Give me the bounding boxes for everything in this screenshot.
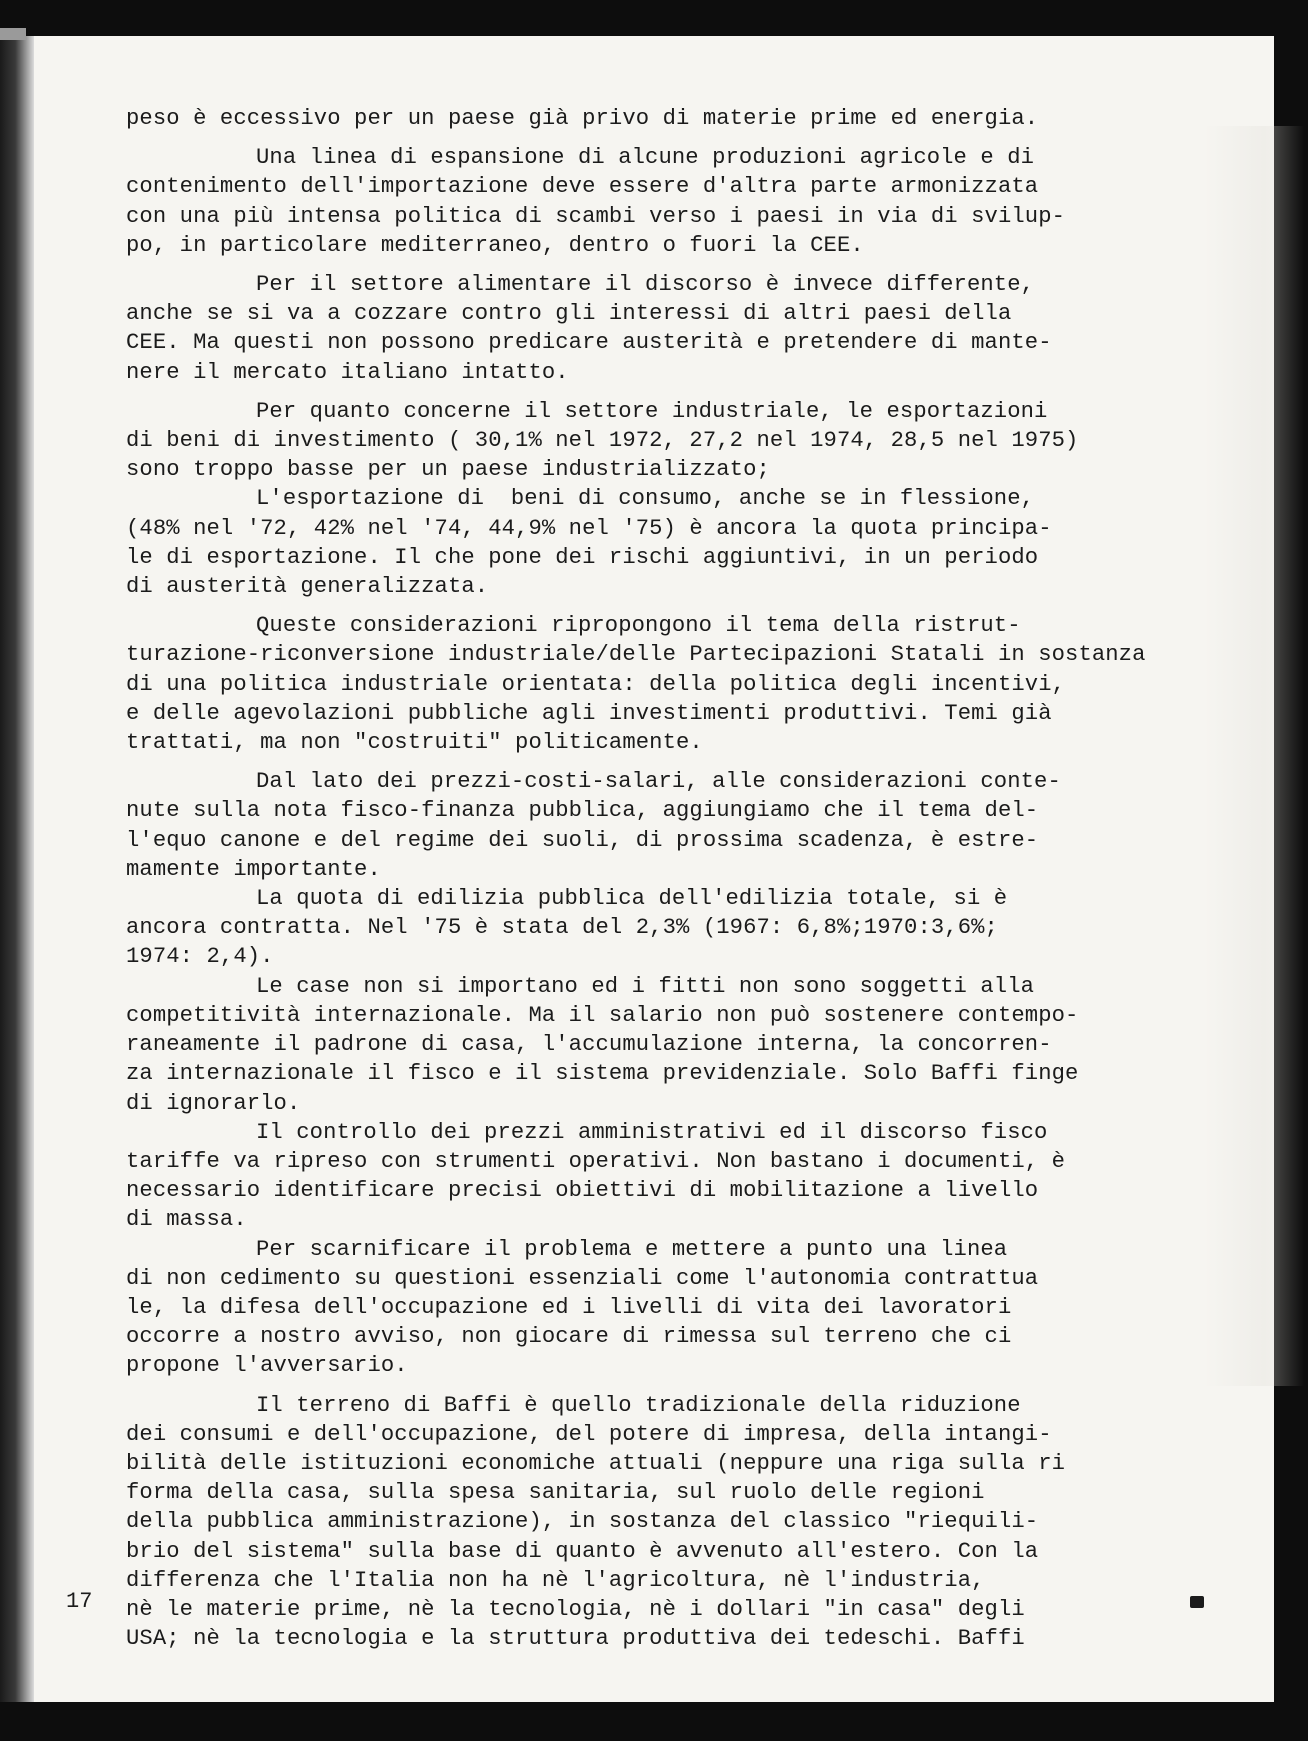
text-line: za internazionale il fisco e il sistema previdenziale. Solo Baffi finge (126, 1061, 1079, 1087)
paragraph-gap (126, 260, 1166, 270)
paragraph (126, 104, 1166, 133)
paragraph-gap (126, 757, 1166, 767)
text-line: di non cedimento su questioni essenziali come l'autonomia contrattua (126, 1265, 1039, 1291)
text-line: di ignorarlo. (126, 1090, 301, 1116)
paragraph (126, 611, 1166, 757)
text-line: occorre a nostro avviso, non giocare di rimessa sul terreno che ci (126, 1324, 1012, 1350)
text-line: nute sulla nota fisco-finanza pubblica, aggiungiamo che il tema del- (126, 798, 1039, 824)
text-line: (48% nel '72, 42% nel '74, 44,9% nel '75) è ancora la quota principa- (126, 515, 1052, 541)
text-line: dei consumi e dell'occupazione, del potere di impresa, della intangi- (126, 1421, 1052, 1447)
text-line: L'esportazione di beni di consumo, anche se in flessione, (256, 486, 1035, 512)
text-line: nè le materie prime, nè la tecnologia, nè i dollari "in casa" degli (126, 1596, 1025, 1622)
text-line: nere il mercato italiano intatto. (126, 359, 569, 385)
paragraph-gap (126, 1381, 1166, 1391)
paragraph (126, 884, 1166, 972)
text-line: sono troppo basse per un paese industrializzato; (126, 457, 770, 483)
text-line: Per il settore alimentare il discorso è invece differente, (256, 272, 1035, 298)
text-line: della pubblica amministrazione), in sostanza del classico "riequili- (126, 1509, 1039, 1535)
page-number: 17 (66, 1589, 93, 1614)
text-line: Il controllo dei prezzi amministrativi ed il discorso fisco (256, 1119, 1048, 1145)
text-line: mamente importante. (126, 856, 381, 882)
text-line: di beni di investimento ( 30,1% nel 1972, 27,2 nel 1974, 28,5 nel 1975) (126, 428, 1079, 454)
text-line: Le case non si importano ed i fitti non sono soggetti alla (256, 973, 1035, 999)
text-line: Per quanto concerne il settore industriale, le esportazioni (256, 398, 1048, 424)
text-line: le di esportazione. Il che pone dei rischi aggiuntivi, in un periodo (126, 544, 1039, 570)
text-line: turazione-riconversione industriale/delle Partecipazioni Statali in sostanza (126, 642, 1146, 668)
text-line: Dal lato dei prezzi-costi-salari, alle considerazioni conte- (256, 769, 1061, 795)
typed-text-body (126, 104, 1166, 1653)
bleed-through-shadow (1204, 126, 1304, 1386)
corner-ink-mark (1190, 1596, 1204, 1608)
binding-edge (0, 36, 34, 1702)
text-line: l'equo canone e del regime dei suoli, di prossima scadenza, è estre- (126, 827, 1039, 853)
text-line: con una più intensa politica di scambi verso i paesi in via di svilup- (126, 203, 1066, 229)
paragraph (126, 1391, 1166, 1654)
text-line: contenimento dell'importazione deve essere d'altra parte armonizzata (126, 174, 1039, 200)
text-line: differenza che l'Italia non ha nè l'agricoltura, nè l'industria, (126, 1567, 985, 1593)
text-line: propone l'avversario. (126, 1353, 408, 1379)
text-line: di una politica industriale orientata: della politica degli incentivi, (126, 671, 1066, 697)
paragraph (126, 1235, 1166, 1381)
text-line: Una linea di espansione di alcune produzioni agricole e di (256, 145, 1035, 171)
staple-mark (0, 28, 26, 40)
paragraph-gap (126, 133, 1166, 143)
text-line: ancora contratta. Nel '75 è stata del 2,3% (1967: 6,8%;1970:3,6%; (126, 915, 998, 941)
paragraph (126, 767, 1166, 884)
paragraph-gap (126, 601, 1166, 611)
text-line: Per scarnificare il problema e mettere a punto una linea (256, 1236, 1008, 1262)
text-line: tariffe va ripreso con strumenti operativi. Non bastano i documenti, è (126, 1148, 1066, 1174)
text-line: le, la difesa dell'occupazione ed i livelli di vita dei lavoratori (126, 1294, 1012, 1320)
paragraph-gap (126, 387, 1166, 397)
text-line: Queste considerazioni ripropongono il tema della ristrut- (256, 613, 1021, 639)
paragraph (126, 143, 1166, 260)
paragraph (126, 972, 1166, 1118)
text-line: bilità delle istituzioni economiche attuali (neppure una riga sulla ri (126, 1450, 1066, 1476)
paragraph (126, 1118, 1166, 1235)
paragraph (126, 484, 1166, 601)
text-line: necessario identificare precisi obiettivi di mobilitazione a livello (126, 1178, 1039, 1204)
text-line: e delle agevolazioni pubbliche agli investimenti produttivi. Temi già (126, 700, 1052, 726)
text-line: raneamente il padrone di casa, l'accumulazione interna, la concorren- (126, 1032, 1052, 1058)
text-line: USA; nè la tecnologia e la struttura produttiva dei tedeschi. Baffi (126, 1626, 1025, 1652)
text-line: brio del sistema" sulla base di quanto è avvenuto all'estero. Con la (126, 1538, 1039, 1564)
text-line: 1974: 2,4). (126, 944, 274, 970)
text-line: anche se si va a cozzare contro gli interessi di altri paesi della (126, 301, 1012, 327)
text-line: di austerità generalizzata. (126, 574, 489, 600)
text-line: trattati, ma non "costruiti" politicamente. (126, 730, 703, 756)
text-line: Il terreno di Baffi è quello tradizionale della riduzione (256, 1392, 1021, 1418)
text-line: forma della casa, sulla spesa sanitaria, sul ruolo delle regioni (126, 1480, 985, 1506)
text-line: competitività internazionale. Ma il salario non può sostenere contempo- (126, 1002, 1079, 1028)
paragraph (126, 270, 1166, 387)
text-line: La quota di edilizia pubblica dell'edilizia totale, si è (256, 886, 1008, 912)
text-line: po, in particolare mediterraneo, dentro o fuori la CEE. (126, 232, 864, 258)
paragraph (126, 397, 1166, 485)
text-line: di massa. (126, 1207, 247, 1233)
text-line: peso è eccessivo per un paese già privo di materie prime ed energia. (126, 106, 1039, 131)
text-line: CEE. Ma questi non possono predicare austerità e pretendere di mante- (126, 330, 1052, 356)
